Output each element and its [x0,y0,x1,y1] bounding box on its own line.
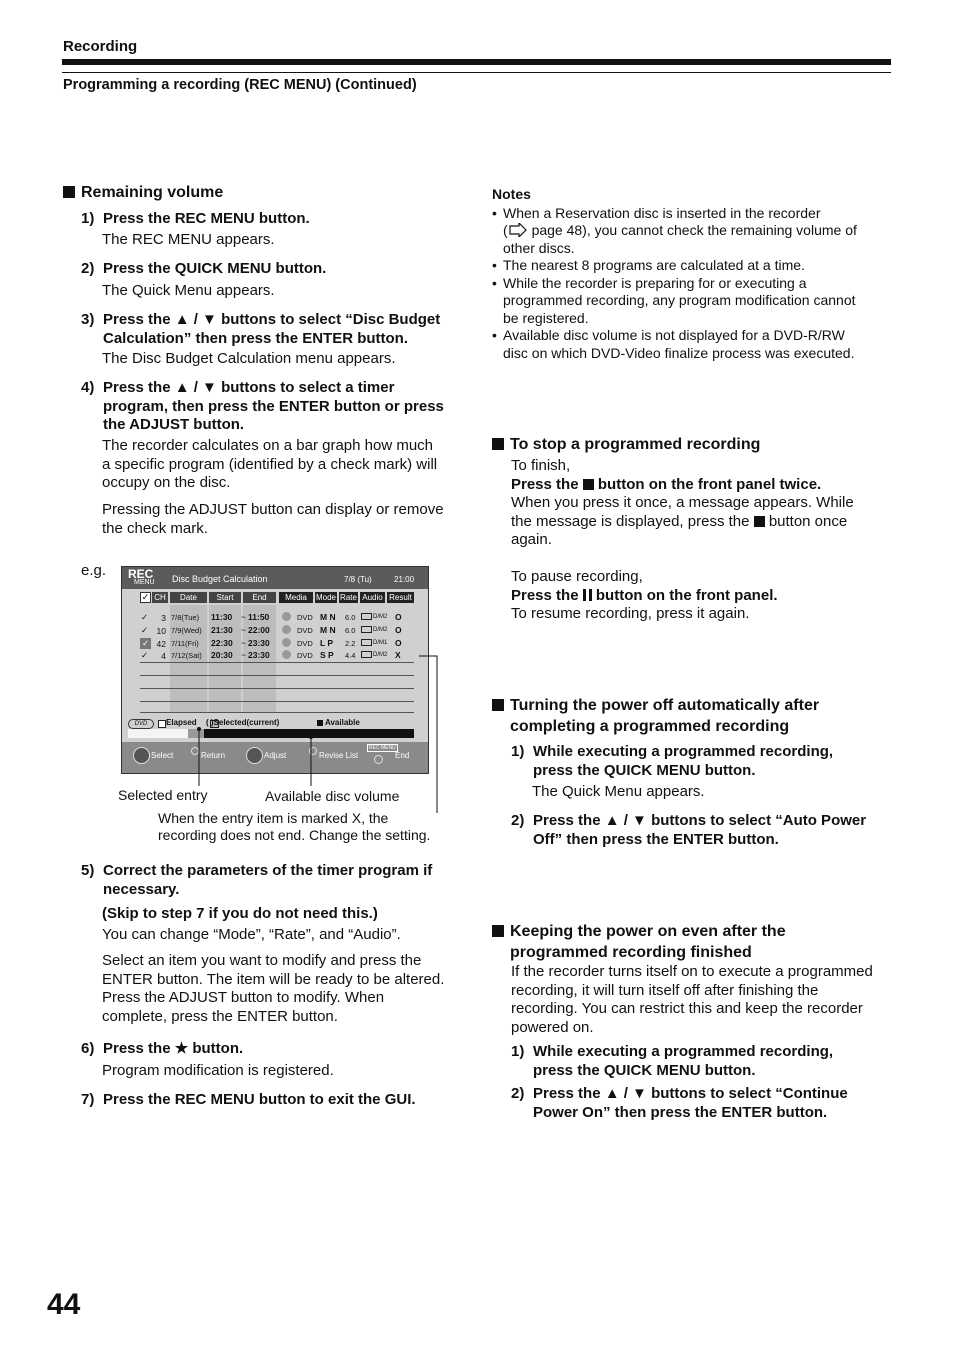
stop-square-icon [754,516,765,527]
square-bullet-icon [492,438,504,450]
step-2-result: The Quick Menu appears. [102,282,275,299]
row-mode: M N [320,625,336,635]
step-number: 5) [81,862,95,879]
example-label: e.g. [81,562,107,579]
row-ch: 4 [161,651,166,661]
auto-power-off-title-text: Turning the power off automatically after completing a programmed recording [510,697,820,735]
x-mark-callout: When the entry item is marked X, the recording does not end. Change the setting. [158,810,431,843]
row-audio: D/M2 [373,627,388,633]
square-bullet-icon [492,699,504,711]
row-rate: 2.2 [345,639,356,648]
step-number: 1) [511,743,525,760]
row-end: 11:50 [248,612,270,622]
keep-on-step-2 [511,1085,891,1122]
step-number: 2) [511,812,525,829]
screen-title: Disc Budget Calculation [172,574,268,584]
step-text: Press the ▲ / ▼ buttons to select “Auto Power Off” then press the ENTER button. [533,812,867,848]
pause-icon [583,589,592,601]
check-mark-icon: ✓ [141,650,149,660]
stop-recording-body: To finish, Press the button on the front panel twice. When you press it once, a message appears. While the message is displayed, press the button once again. To pause recording, Press the button on the front panel. To resume recording, press it again. [511,457,854,622]
col-date: Date [170,592,207,603]
step-6 [81,1040,466,1059]
check-mark-icon: ✓ [141,638,150,648]
row-ch: 42 [156,639,166,649]
notes-title: Notes [492,186,531,202]
row-start: 11:30 [211,612,233,622]
page-reference-arrow-icon [508,223,528,237]
row-audio: D/M2 [373,614,388,620]
remaining-volume-title-text: Remaining volume [81,184,224,201]
table-row[interactable]: ✓ 4 7/12(Sat) 20:30 ~ 23:30 DVD S P 4.4 D/M2 X [141,650,401,661]
step-4-paragraph-2: Pressing the ADJUST button can display or remove the check mark. [102,501,444,537]
row-result: X [395,650,401,660]
step-5-skip: (Skip to step 7 if you do not need this.) [102,905,378,922]
step-number: 4) [81,379,95,396]
row-result: O [395,625,402,635]
row-result: O [395,612,402,622]
step-text: Press the REC MENU button. [103,210,310,227]
available-volume-callout: Available disc volume [265,788,400,804]
col-media: Media [279,592,313,603]
step-number: 3) [81,311,95,328]
col-end: End [243,592,276,603]
step-5-note: You can change “Mode”, “Rate”, and “Audio”. [102,926,401,943]
step-1-result: The REC MENU appears. [102,231,275,248]
row-mode: L P [320,638,334,648]
table-row-selected[interactable]: ✓ 42 7/11(Fri) 22:30 ~ 23:30 DVD L P 2.2 D/M1 O [141,638,402,649]
row-end: 23:30 [248,638,270,648]
page-subtitle: Programming a recording (REC MENU) (Continued) [63,77,417,93]
select-button[interactable]: Select [151,751,174,760]
step-text: Press the QUICK MENU button. [103,260,327,277]
step-text: While executing a programmed recording, press the QUICK MENU button. [533,1043,834,1079]
row-media: DVD [297,651,313,660]
col-result: Result [387,592,414,603]
row-date: 7/9(Wed) [171,626,202,635]
step-text: Press the ▲ / ▼ buttons to select a timer program, then press the ENTER button or press the ADJUST button. [103,379,444,433]
notes-box [492,186,892,362]
page-number: 44 [47,1288,81,1321]
legend-elapsed: Elapsed [166,718,197,727]
col-mode: Mode [315,593,336,602]
row-audio: D/M2 [373,652,388,658]
step-text: Press the ▲ / ▼ buttons to select “Disc Budget Calculation” then press the ENTER button. [103,311,441,347]
auto-off-step-1-result: The Quick Menu appears. [532,783,705,800]
step-number: 6) [81,1040,95,1057]
row-result: O [395,638,402,648]
check-mark-icon: ✓ [141,625,149,635]
step-text: Correct the parameters of the timer program if necessary. [103,862,433,898]
note-item: • While the recorder is preparing for or executing a programmed recording, any program modification cannot be registered. [492,274,856,326]
step-number: 7) [81,1091,95,1108]
row-date: 7/11(Fri) [171,639,199,648]
keep-on-step-1 [511,1043,891,1080]
row-rate: 6.0 [345,626,356,635]
row-mode: S P [320,650,334,660]
step-4-paragraph-1: The recorder calculates on a bar graph how much a specific program (identified by a check mark) will occupy on the disc. [102,437,438,491]
legend-available: Available [325,718,360,727]
screen-time: 21:00 [394,575,415,584]
row-rate: 4.4 [345,651,356,660]
stop-recording-title-text: To stop a programmed recording [510,436,761,453]
stop-recording-title [492,434,892,455]
row-ch: 3 [161,613,166,623]
end-button[interactable]: End [395,751,410,760]
row-end: 22:00 [248,625,270,635]
square-bullet-icon [492,925,504,937]
step-3-result: The Disc Budget Calculation menu appears. [102,350,396,367]
star-icon: ★ [174,1040,189,1057]
selected-entry-callout: Selected entry [118,787,208,803]
step-number: 2) [511,1085,525,1102]
col-start: Start [209,592,241,603]
step-text: Press the REC MENU button to exit the GUI. [103,1091,416,1108]
note-item: • The nearest 8 programs are calculated at a time. [492,257,805,273]
row-media: DVD [297,626,313,635]
row-date: 7/8(Tue) [171,613,200,622]
row-audio: D/M1 [373,640,388,646]
auto-off-step-2 [511,812,891,849]
row-start: 21:30 [211,625,233,635]
step-5 [81,862,466,899]
keep-power-on-title-text: Keeping the power on even after the programmed recording finished [510,923,786,961]
auto-power-off-title [492,695,892,737]
legend-selected: ( )Selected(current) [206,718,280,727]
step-text: While executing a programmed recording, press the QUICK MENU button. [533,743,834,779]
auto-off-step-1 [511,743,891,780]
row-end: 23:30 [248,650,270,660]
adjust-button[interactable]: Adjust [264,751,287,760]
screen-date: 7/8 (Tu) [344,575,372,584]
rec-logo: REC [128,567,154,581]
section-header: Recording [63,38,138,55]
row-media: DVD [297,613,313,622]
table-row[interactable]: ✓ 3 7/8(Tue) 11:30 ~ 11:50 DVD M N 6.0 D/M2 O [141,612,402,623]
keep-power-on-title [492,921,892,963]
table-row[interactable]: ✓ 10 7/9(Wed) 21:30 ~ 22:00 DVD M N 6.0 D/M2 O [141,625,402,636]
row-ch: 10 [156,626,166,636]
note-item: • When a Reservation disc is inserted in the recorder ( page 48), you cannot check the remaining volume of other discs. [492,204,857,256]
step-5-paragraph: Select an item you want to modify and press the ENTER button. The item will be ready to be altered. Press the ADJUST button to modify. When complete, press the ENTER button. [102,952,445,1025]
keep-power-on-body: If the recorder turns itself on to execute a programmed recording, it will turn itself off after finishing the recording. You can restrict this and keep the recorder powered on. [511,963,873,1036]
check-all-box: ✓ [141,592,150,602]
step-7 [81,1091,466,1110]
check-mark-icon: ✓ [141,612,149,622]
col-ch: CH [152,592,168,603]
col-audio: Audio [360,592,385,603]
row-mode: M N [320,612,336,622]
step-text: Press the ★ button. [103,1040,244,1057]
stop-square-icon [583,479,594,490]
row-start: 20:30 [211,650,233,660]
row-rate: 6.0 [345,613,356,622]
step-text: Press the ▲ / ▼ buttons to select “Continue Power On” then press the ENTER button. [533,1085,848,1121]
dvd-disc-label: DVD [128,719,154,729]
revise-list-button[interactable]: Revise List [319,751,359,760]
row-media: DVD [297,639,313,648]
return-button[interactable]: Return [201,751,226,760]
col-rate: Rate [340,593,357,602]
rec-menu-key-icon: REC MENU [369,745,396,751]
note-item: • Available disc volume is not displayed for a DVD-R/RW disc on which DVD-Video finalize process was executed. [492,327,855,361]
step-number: 2) [81,260,95,277]
row-start: 22:30 [211,638,233,648]
step-number: 1) [81,210,95,227]
step-number: 1) [511,1043,525,1060]
row-date: 7/12(Sat) [171,651,202,660]
step-6-result: Program modification is registered. [102,1062,334,1079]
menu-logo: MENU [134,579,155,586]
